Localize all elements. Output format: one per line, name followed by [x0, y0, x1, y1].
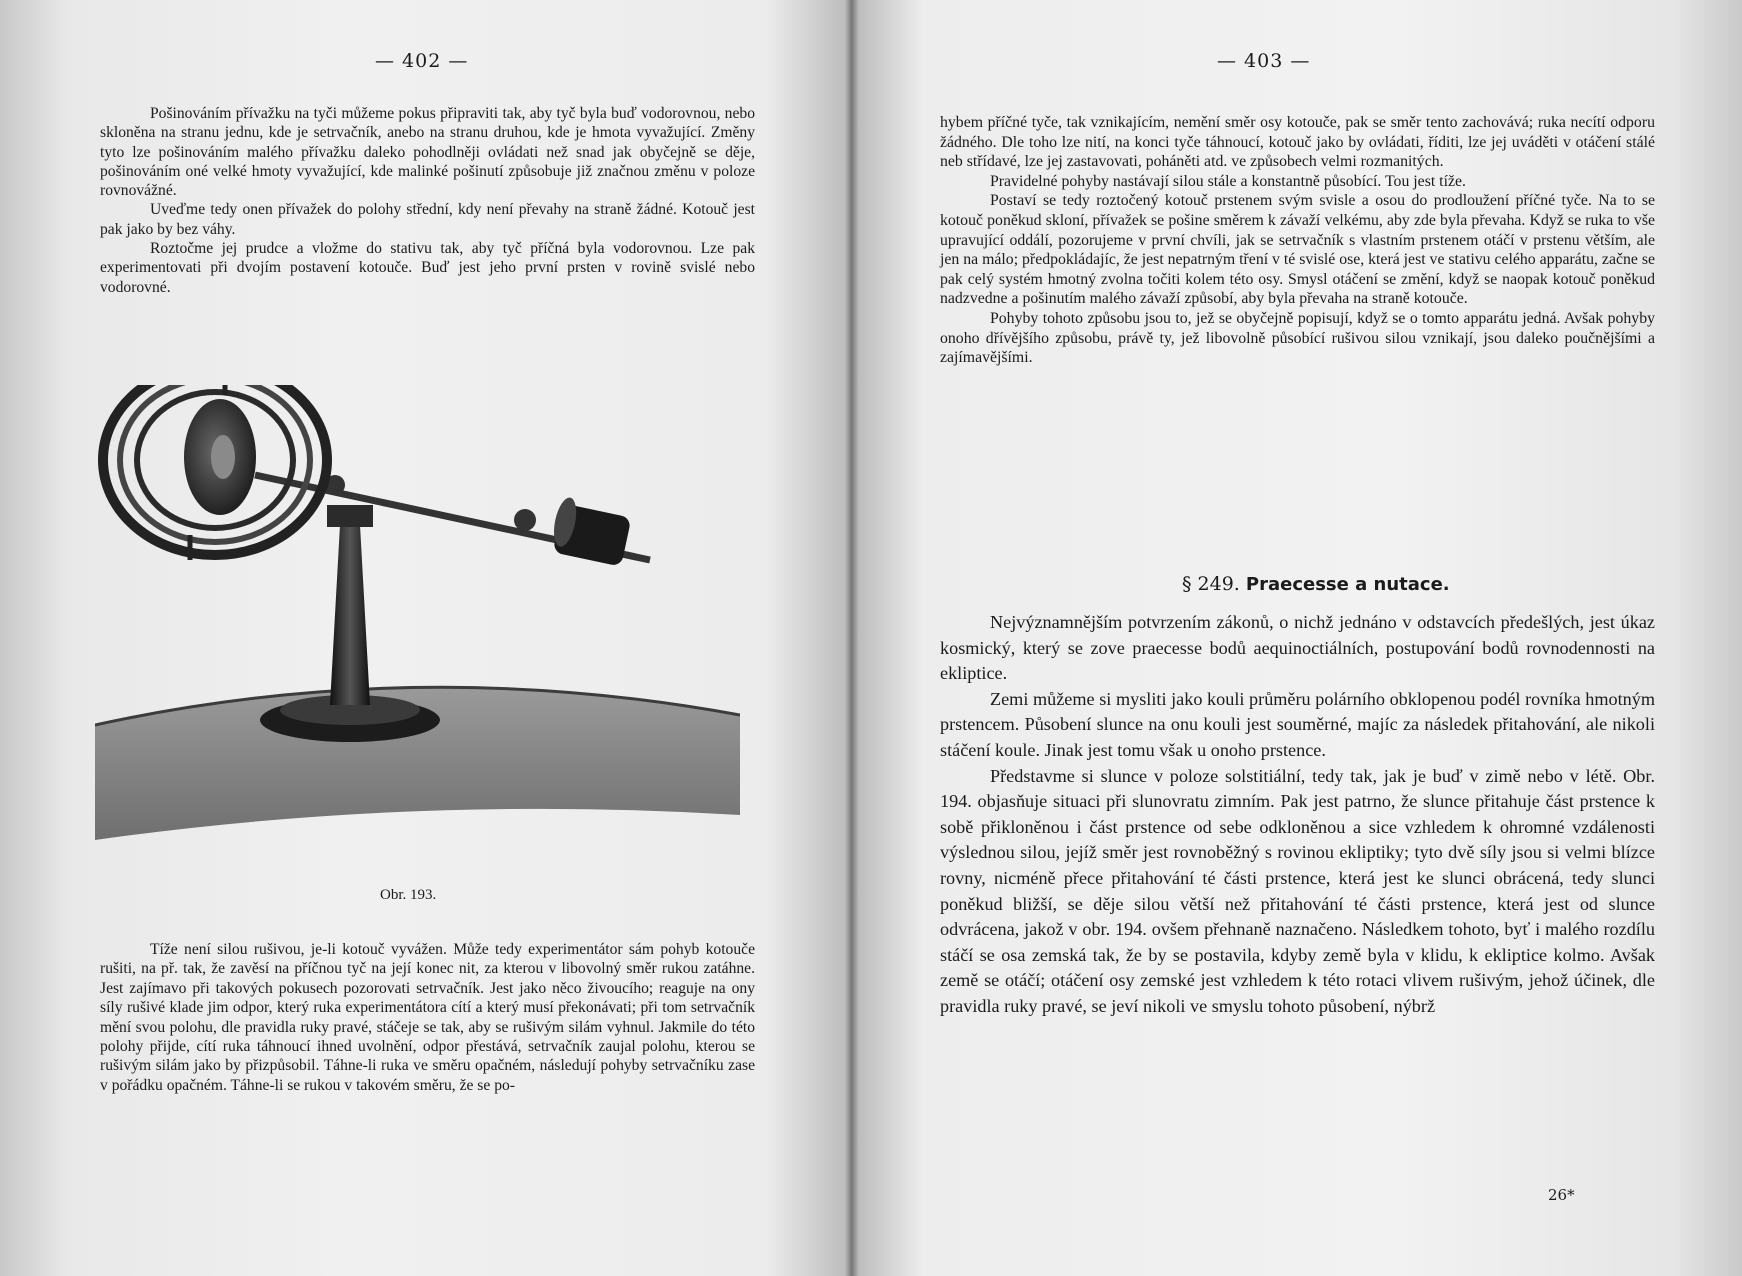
gyroscope-figure: [95, 385, 740, 865]
right-page: [860, 0, 1742, 1276]
paragraph: Zemi můžeme si mysliti jako kouli průměru polárního obklopenou podél rovníka hmotným prstencem. Působení slunce na onu kouli jest souměrné, majíc za následek přitahování, ale nikoli stáčení koule. Jinak jest tomu však u onoho prstence.: [940, 688, 1655, 760]
paragraph: Tíže není silou rušivou, je-li kotouč vyvážen. Může tedy experimentátor sám pohyb kotouče rušiti, na př. tak, že zavěsí na příčnou tyč na její konec nit, za kterou v libovolný směr rukou zatáhne. Jest zajímavo při takových pokusech pozorovati setrvačník. Jest jako něco živoucího; reaguje na ony síly rušivé klade jim odpor, který ruka experimentátora cítí a který musí překonávati; při tom setrvačník mění svou polohu, dle pravidla ruky pravé, stáčeje se tak, aby se rušivým silám vyhnul. Jakmile do této polohy přijde, cítí ruka táhnoucí ihned uvolnění, odpor přestává, setrvačník zaujal polohu, kterou se rušivým silám jako by přizpůsobil. Táhne-li ruka ve směru opačném, následují pohyby setrvačníku zase v pořádku opačném. Táhne-li se rukou v takovém směru, že se po-: [100, 941, 755, 1094]
paragraph: Uveďme tedy onen přívažek do polohy střední, kdy není převahy na straně žádné. Kotouč jest pak jako by bez váhy.: [100, 201, 755, 238]
paragraph: Představme si slunce v poloze solstitiální, tedy tak, jak je buď v zimě nebo v létě. Obr. 194. objasňuje situaci při slunovratu zimním. Pak jest patrno, že slunce přitahuje část prstence k sobě přikloněnou i část prstence od sebe odkloněnou a sice vzhledem k ohromné vzdálenosti výslednou silou, jejíž směr jest rovnoběžný s rovinou ekliptiky; tyto dvě síly jsou si velmi blízce rovny, nicméně přece přitahování té části prstence, která jest ke slunci obrácená, tedy slunci poněkud bližší, se děje silou větší než přitahování té části prstence, která jest od slunce odvrácena, jakož v obr. 194. ovšem přehnaně naznačeno. Následkem tohoto, byť i malého rozdílu stáčí se osa zemská tak, že by se postavila, kdyby země byla v klidu, k ekliptice kolmo. Avšak země se otáčí; otáčení osy zemské jest vzhledem k této rotaci vlivem rušivým, jehož účinek, dle pravidla ruky pravé, se jeví nikoli ve smyslu tohoto působení, nýbrž: [940, 765, 1655, 1016]
paragraph: hybem příčné tyče, tak vznikajícím, nemění směr osy kotouče, pak se směr tento zachovává; ruka necítí odporu žádného. Dle toho lze nití, na konci tyče táhnoucí, kotouč jako by ovládati, říditi, lze jej uváděti v otáčení stálé neb střídavé, lze jej zastavovati, poháněti atd. ve způsobech velmi rozmanitých.: [940, 114, 1655, 171]
text-block-top: [940, 113, 1655, 368]
gimbal-rings: [103, 385, 327, 560]
page-number: — 402 —: [375, 50, 469, 72]
text-block-top: [100, 104, 755, 297]
page-number: — 403 —: [1217, 50, 1311, 72]
paragraph: Pohyby tohoto způsobu jsou to, jež se obyčejně popisují, když se o tomto apparátu jedná. Avšak pohyby onoho dřívějšího způsobu, právě ty, jež libovolně působící rušivou silou vznikají, jsou daleko poučnějšími a zajímavějšími.: [940, 309, 1655, 367]
figure-caption: Obr. 193.: [380, 887, 437, 903]
paragraph: Nejvýznamnějším potvrzením zákonů, o nichž jednáno v odstavcích předešlých, jest úkaz kosmický, který se zove praecesse bodů aequinoctiálních, postupování bodů rovnodennosti na ekliptice.: [940, 612, 1655, 684]
section-number: § 249.: [1182, 573, 1240, 595]
left-page: [0, 0, 850, 1276]
paragraph: Roztočme jej prudce a vložme do stativu tak, aby tyč příčná byla vodorovnou. Lze pak experimentovati při dvojím postavení kotouče. Buď jest jeho první prsten v rovině svislé nebo vodorovné.: [100, 240, 755, 296]
text-block-bottom: [940, 610, 1655, 1020]
stand-post: [330, 525, 370, 705]
paragraph: Pošinováním přívažku na tyči můžeme pokus připraviti tak, aby tyč byla buď vodorovnou, nebo skloněna na stranu jednu, kde je setrvačník, anebo na stranu druhou, kde je hmota vyvažující. Změny tyto lze pošinováním malého přívažku daleko pohodlněji ovládati než snad jak obyčejně se děje, pošinováním oné velké hmoty vyvažující, kde malinké pošinutí způsobuje již značnou změnu v poloze rovnovážné.: [100, 105, 755, 200]
counterweight: [550, 496, 631, 567]
printer-signature: 26*: [1548, 1186, 1575, 1204]
paragraph: Pravidelné pohyby nastávají silou stále a konstantně působící. Tou jest tíže.: [990, 172, 1466, 190]
section-heading: [1182, 573, 1450, 595]
text-block-bottom: [100, 940, 755, 1095]
paragraph: Postaví se tedy roztočený kotouč prstenem svým svisle a osou do prodloužení příčné tyče. Na to se kotouč poněkud skloní, přívažek se pošine směrem k závaží velkému, aby zde byla převaha. Když se ruka to vše upravující oddálí, pozorujeme v první chvíli, jak se setrvačník s vlastním prstenem otáčí v prstenu větším, ale jen na málo; předpokládajíc, že jest nepatrným tření v té svislé ose, která jest ve stativu celého apparátu, začne se pak celý systém hmotný zvolna točiti kolem této osy. Smysl otáčení se změní, když se naopak kotouč poněkud nadzvedne a pošinutím malého závaží způsobí, aby byla převaha na straně kotouče.: [940, 192, 1655, 308]
section-title: Praecesse a nutace.: [1245, 574, 1450, 595]
